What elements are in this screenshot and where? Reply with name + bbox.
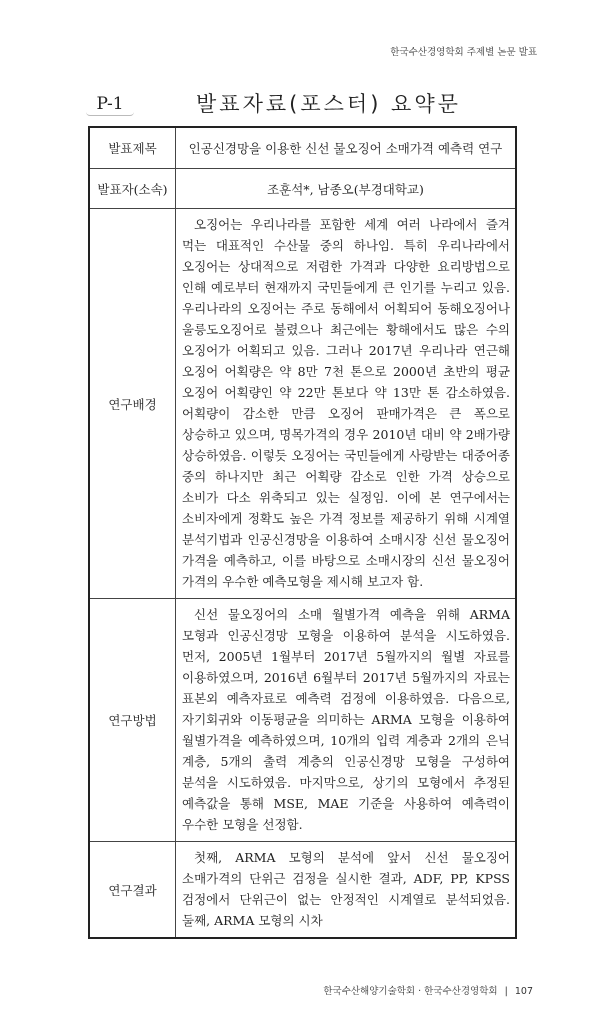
content-flow bbox=[88, 126, 533, 1027]
page-footer bbox=[88, 983, 533, 997]
background-label: 연구배경 bbox=[89, 209, 176, 599]
table-row bbox=[89, 209, 516, 599]
abstract-table bbox=[88, 126, 517, 939]
footer-text: 한국수산해양기술학회 · 한국수산경영학회 bbox=[323, 986, 498, 997]
footer-separator: | bbox=[504, 986, 508, 997]
result-label: 연구결과 bbox=[89, 842, 176, 939]
poster-id: P-1 bbox=[86, 93, 134, 116]
background-text: 오징어는 우리나라를 포함한 세계 여러 나라에서 즐겨 먹는 대표적인 수산물 중의 하나임. 특히 우리나라에서 오징어는 상대적으로 저렴한 가격과 다양한 요리방법으로 인해 예로부터 현재까지 국민들에게 큰 인기를 누리고 있음. 우리나라의 오징어는 주로 동해에서 어획되어 동해오징어나 울릉도오징어로 불렸으나 최근에는 황해에서도 많은 수의 오징어가 어획되고 있음. 그러나 2017년 우리나라 연근해 오징어 어획량은 약 8만 7천 톤으로 2000년 초반의 평균 오징어 어획량인 약 22만 톤보다 약 13만 톤 감소하였음. 어획량이 감소한 만큼 오징어 판매가격은 큰 폭으로 상승하고 있으며, 명목가격의 경우 2010년 대비 약 2배가량 상승하였음. 이렇듯 오징어는 국민들에게 사랑받는 대중어종 중의 하나지만 최근 어획량 감소로 인한 가격 상승으로 소비가 다소 위축되고 있는 실정임. 이에 본 연구에서는 소비자에게 정확도 높은 가격 정보를 제공하기 위해 시계열 분석기법과 인공신경망을 이용하여 소매시장 신선 물오징어 가격을 예측하고, 이를 바탕으로 소매시장의 신선 물오징어 가격의 우수한 예측모형을 제시해 보고자 함. bbox=[182, 217, 510, 589]
title-value: 인공신경망을 이용한 신선 물오징어 소매가격 예측력 연구 bbox=[176, 127, 517, 169]
page-title: 발표자료(포스터) 요약문 bbox=[196, 92, 461, 116]
table-row bbox=[89, 127, 516, 169]
result-text: 첫째, ARMA 모형의 분석에 앞서 신선 물오징어 소매가격의 단위근 검정을 실시한 결과, ADF, PP, KPSS 검정에서 단위근이 없는 안정적인 시계열로 분석되었음. 둘째, ARMA 모형의 시차 bbox=[182, 850, 510, 928]
presenter-label: 발표자(소속) bbox=[89, 169, 176, 209]
table-row bbox=[89, 169, 516, 209]
page-number: 107 bbox=[514, 986, 533, 997]
presenter-value: 조훈석*, 남종오(부경대학교) bbox=[176, 169, 517, 209]
method-text: 신선 물오징어의 소매 월별가격 예측을 위해 ARMA 모형과 인공신경망 모형을 이용하여 분석을 시도하였음. 먼저, 2005년 1월부터 2017년 5월까지의 월별 자료를 이용하였으며, 2016년 6월부터 2017년 5월까지의 자료는 표본외 예측자료로 예측력 검정에 이용하였음. 다음으로, 자기회귀와 이동평균을 의미하는 ARMA 모형을 이용하여 월별가격을 예측하였으며, 10개의 입력 계층과 2개의 은닉 계층, 5개의 출력 계층의 인공신경망 모형을 구성하여 분석을 시도하였음. 마지막으로, 상기의 모형에서 추정된 예측값을 통해 MSE, MAE 기준을 사용하여 예측력이 우수한 모형을 선정함. bbox=[182, 607, 510, 832]
table-row bbox=[89, 599, 516, 842]
table-row bbox=[89, 842, 516, 939]
running-header: 한국수산경영학회 주제별 논문 발표 bbox=[390, 47, 537, 58]
method-label: 연구방법 bbox=[89, 599, 176, 842]
title-label: 발표제목 bbox=[89, 127, 176, 169]
